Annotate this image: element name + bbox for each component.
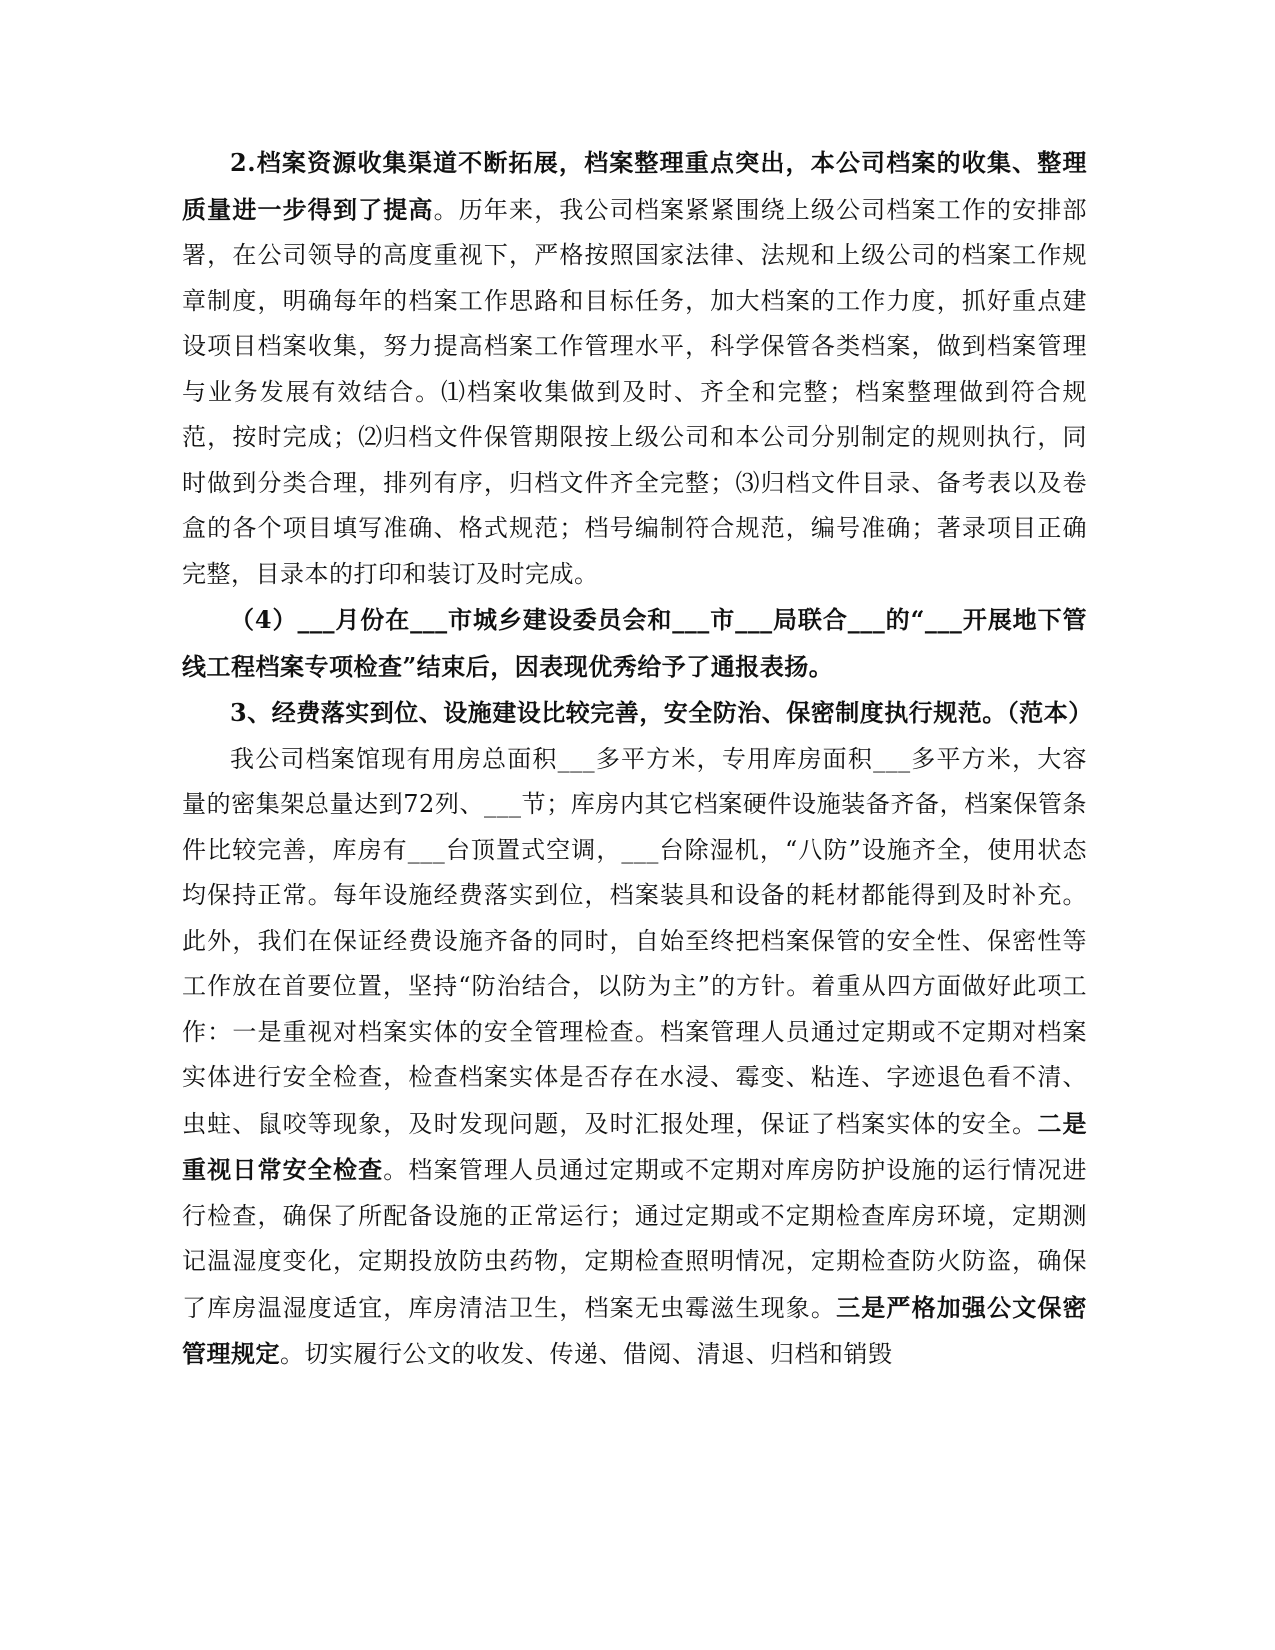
body-archive-collection: 。历年来，我公司档案紧紧围绕上级公司档案工作的安排部署，在公司领导的高度重视下，严格按照国家法律、法规和上级公司的档案工作规章制度，明确每年的档案工作思路和目标任务，加大档案的工作力度，抓好重点建设项目档案收集，努力提高档案工作管理水平，科学保管各类档案，做到档案管理与业务发展有效结合。⑴档案收集做到及时、齐全和完整；档案整理做到符合规范，按时完成；⑵归档文件保管期限按上级公司和本公司分别制定的规则执行，同时做到分类合理，排列有序，归档文件齐全完整；⑶归档文件目录、备考表以及卷盒的各个项目填写准确、格式规范；档号编制符合规范，编号准确；著录项目正确完整，目录本的打印和装订及时完成。: [182, 195, 1088, 588]
paragraph-section-3-title: [182, 690, 1093, 737]
body-facilities-part1: 我公司档案馆现有用房总面积___多平方米，专用库房面积___多平方米，大容量的密集架总量达到72列、___节；库房内其它档案硬件设施装备齐备，档案保管条件比较完善，库房有___台顶置式空调，___台除湿机，“八防”设施齐全，使用状态均保持正常。每年设施经费落实到位，档案装具和设备的耗材都能得到及时补充。此外，我们在保证经费设施齐备的同时，自始至终把档案保管的安全性、保密性等工作放在首要位置，坚持“防治结合，以防为主”的方针。着重从四方面做好此项工作：一是重视对档案实体的安全管理检查。档案管理人员通过定期或不定期对档案实体进行安全检查，检查档案实体是否存在水浸、霉变、粘连、字迹退色看不清、虫蛀、鼠咬等现象，及时发现问题，及时汇报处理，保证了档案实体的安全。: [182, 744, 1087, 1138]
body-facilities-part2: 。档案管理人员通过定期或不定期对库房防护设施的运行情况进行检查，确保了所配备设施的正常运行；通过定期或不定期检查库房环境，定期测记温湿度变化，定期投放防虫药物，定期检查照明情况，定期检查防火防盗，确保了库房温湿度适宜，库房清洁卫生，档案无虫霉滋生现象。: [182, 1156, 1088, 1322]
body-facilities-part3: 。切实履行公文的收发、传递、借阅、清退、归档和销毁: [280, 1340, 893, 1368]
paragraph-archive-collection: [182, 140, 1087, 597]
paragraph-facilities: [182, 737, 1087, 1378]
heading-inspection-commendation: （4）___月份在___市城乡建设委员会和___市___局联合___的“___开展地下管线工程档案专项检查”结束后，因表现优秀给予了通报表扬。: [182, 605, 1087, 681]
heading-archive-collection: 2.档案资源收集渠道不断拓展，档案整理重点突出，本公司档案的收集、整理质量进一步得到了提高: [182, 148, 1087, 224]
heading-confidentiality: 三是严格加强公文保密管理规定: [182, 1292, 1088, 1368]
document-page: [182, 140, 1093, 1378]
heading-section-3: 3、经费落实到位、设施建设比较完善，安全防治、保密制度执行规范。（范本）: [230, 698, 1093, 727]
paragraph-inspection-commendation: [182, 597, 1087, 690]
heading-daily-safety-check: 二是重视日常安全检查: [182, 1108, 1088, 1184]
